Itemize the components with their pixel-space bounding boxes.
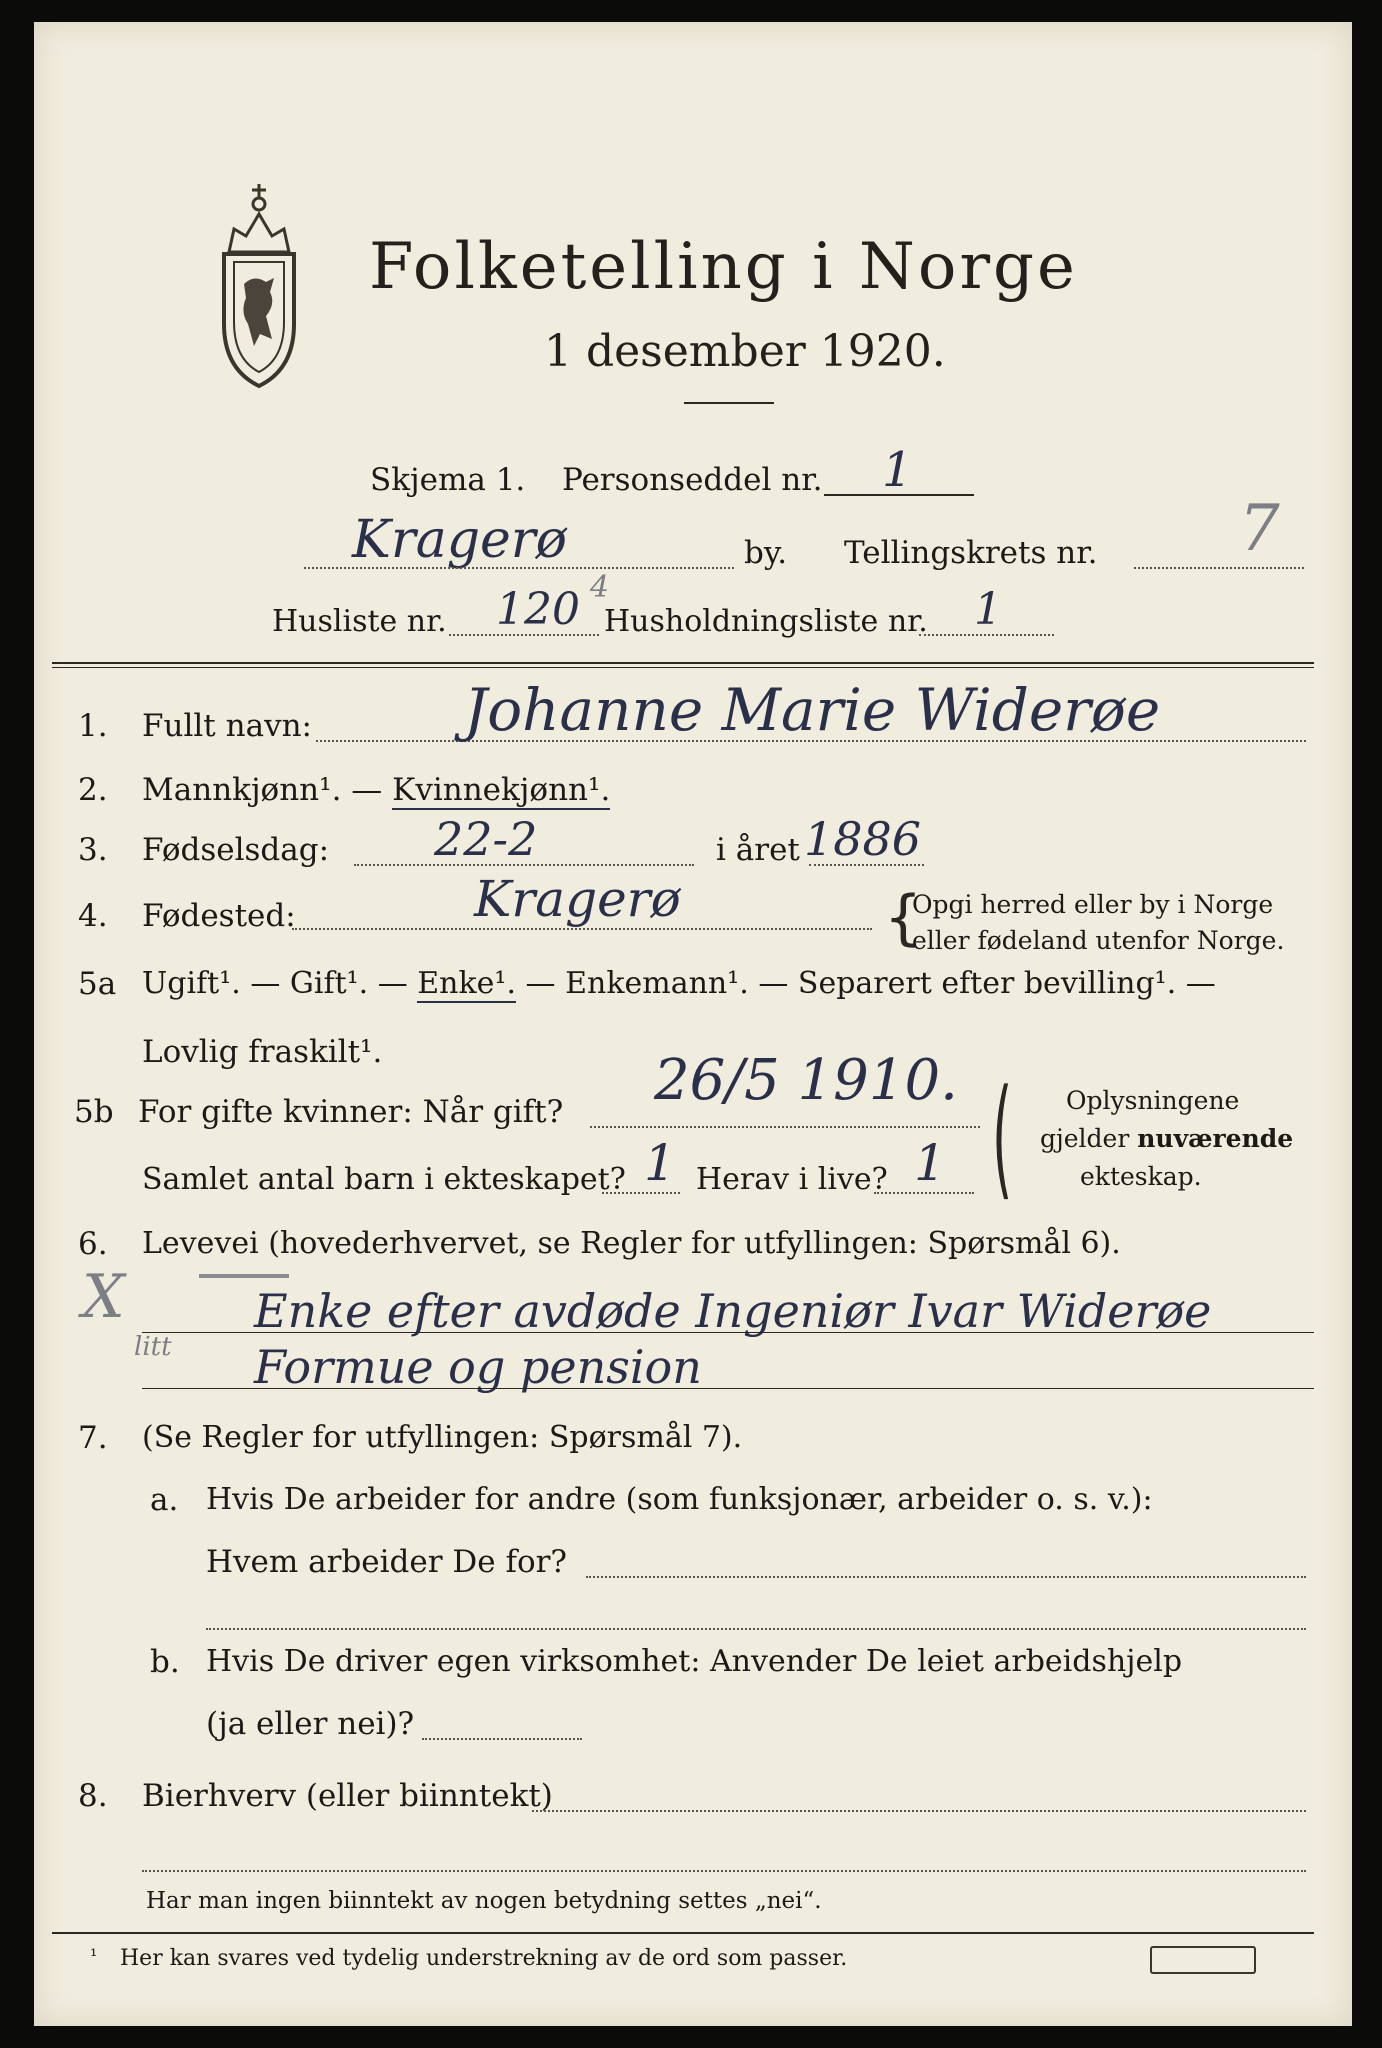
- q6-mark-litt: litt: [134, 1332, 172, 1362]
- q5b-note-1: Oplysningene: [1066, 1086, 1240, 1115]
- q5b-brace: (: [992, 1061, 1013, 1213]
- husliste-value: 120: [496, 584, 580, 635]
- q1-label: Fullt navn:: [142, 708, 312, 744]
- footnote-text: Her kan svares ved tydelig understrekning av de ord som passer.: [120, 1946, 848, 1971]
- q5a-ugift: Ugift¹.: [142, 966, 241, 1001]
- husholdning-label: Husholdningsliste nr.: [604, 604, 928, 639]
- q5a-dash-3: —: [525, 966, 556, 1001]
- q7-number: 7.: [78, 1420, 108, 1456]
- q7a-letter: a.: [150, 1482, 179, 1518]
- tellingskrets-label: Tellingskrets nr.: [844, 535, 1098, 571]
- q6-pencil-stroke: [199, 1274, 289, 1278]
- q2-mannkjonn: Mannkjønn¹.: [142, 772, 342, 808]
- tellingskrets-line: [1134, 567, 1304, 569]
- coat-of-arms-emblem: [204, 174, 314, 394]
- q3-label: Fødselsdag:: [142, 832, 330, 868]
- q6-label: Levevei (hovederhvervet, se Regler for utfyllingen: Spørsmål 6).: [142, 1226, 1121, 1261]
- husliste-extra: 4: [590, 570, 610, 605]
- census-form-sheet: [34, 22, 1352, 2026]
- q5a-dash-4: —: [758, 966, 789, 1001]
- q7a-question: Hvem arbeider De for?: [206, 1544, 568, 1580]
- q3-year-value: 1886: [804, 812, 922, 866]
- q5b-note-2a: gjelder: [1040, 1124, 1138, 1153]
- q5b-value: 26/5 1910.: [654, 1048, 958, 1113]
- q3-year-label: i året: [716, 832, 800, 868]
- q7b-text: Hvis De driver egen virksomhet: Anvender De leiet arbeidshjelp: [206, 1644, 1183, 1679]
- q5b-number: 5b: [74, 1094, 114, 1130]
- q5a-dash-1: —: [250, 966, 281, 1001]
- q4-label: Fødested:: [142, 898, 296, 934]
- q5b-barn-value: 1: [644, 1134, 676, 1192]
- q5a-enke: Enke¹.: [417, 966, 516, 1001]
- by-label: by.: [744, 535, 788, 571]
- form-date: 1 desember 1920.: [544, 326, 946, 377]
- q2-kvinnekjonn: Kvinnekjønn¹.: [392, 772, 611, 808]
- q7b-letter: b.: [150, 1644, 180, 1680]
- q6-line-2-rule: [142, 1388, 1314, 1389]
- q4-line: [292, 928, 872, 930]
- form-title: Folketelling i Norge: [369, 230, 1078, 304]
- q5b-barn-line: [602, 1192, 680, 1194]
- q5b-note-2: [1040, 1124, 1293, 1153]
- q7a-line-1: [586, 1576, 1306, 1578]
- q5a-fraskilt: Lovlig fraskilt¹.: [142, 1034, 383, 1070]
- husholdning-value: 1: [974, 584, 1002, 635]
- q4-number: 4.: [78, 898, 108, 934]
- q5a-gift: Gift¹.: [289, 966, 369, 1001]
- skjema-label: Skjema 1.: [370, 462, 526, 498]
- q5b-line: [590, 1126, 980, 1128]
- footnote-mark: ¹: [90, 1946, 98, 1967]
- q8-number: 8.: [78, 1778, 108, 1814]
- personseddel-value: 1: [882, 442, 913, 498]
- q6-number: 6.: [78, 1226, 108, 1262]
- q5b-note-3: ekteskap.: [1080, 1162, 1202, 1191]
- biinntekt-note: Har man ingen biinntekt av nogen betydning settes „nei“.: [146, 1888, 822, 1914]
- q6-mark-x: X: [82, 1262, 125, 1332]
- q7a-line-2: [206, 1628, 1306, 1630]
- q2-number: 2.: [78, 772, 108, 808]
- q5b-live-value: 1: [914, 1134, 946, 1192]
- q4-note-2: eller fødeland utenfor Norge.: [912, 926, 1285, 955]
- husliste-label: Husliste nr.: [272, 604, 447, 639]
- q2-separator: —: [341, 772, 393, 808]
- q5a-options: [142, 966, 1216, 1001]
- tellingskrets-value: 7: [1239, 492, 1280, 566]
- q4-value: Kragerø: [474, 870, 681, 928]
- q7b-line: [422, 1738, 582, 1740]
- title-divider: [684, 402, 774, 404]
- q3-value: 22-2: [434, 812, 538, 866]
- q7-label: (Se Regler for utfyllingen: Spørsmål 7).: [142, 1420, 743, 1455]
- q5b-live-label: Herav i live?: [696, 1162, 888, 1197]
- q2-line: [142, 772, 610, 808]
- q6-line-1: Enke efter avdøde Ingeniør Ivar Widerøe: [254, 1284, 1212, 1338]
- q7a-text: Hvis De arbeider for andre (som funksjonær, arbeider o. s. v.):: [206, 1482, 1153, 1517]
- q8-line-2: [142, 1870, 1306, 1872]
- printer-stamp: [1150, 1946, 1256, 1974]
- personseddel-label: Personseddel nr.: [562, 462, 823, 498]
- by-line: [304, 567, 734, 569]
- q5b-label: For gifte kvinner: Når gift?: [138, 1094, 564, 1130]
- q1-number: 1.: [78, 708, 108, 744]
- q7b-question: (ja eller nei)?: [206, 1706, 415, 1742]
- by-value: Kragerø: [352, 510, 567, 570]
- q5a-dash-5: —: [1185, 966, 1216, 1001]
- header-rule-bottom: [52, 667, 1314, 668]
- q5a-number: 5a: [78, 966, 117, 1002]
- q5a-dash-2: —: [377, 966, 408, 1001]
- q4-note-1: Opgi herred eller by i Norge: [912, 890, 1274, 919]
- q5b-note-2b: nuværende: [1137, 1124, 1294, 1153]
- q8-line-1: [532, 1810, 1306, 1812]
- q5a-enkemann: Enkemann¹.: [565, 966, 749, 1001]
- q5a-separert: Separert efter bevilling¹.: [797, 966, 1177, 1001]
- q5b-live-line: [874, 1192, 974, 1194]
- q6-line-1-rule: [142, 1332, 1314, 1333]
- q8-label: Bierhverv (eller biinntekt): [142, 1778, 553, 1814]
- footer-rule: [52, 1932, 1314, 1934]
- q1-value: Johanne Marie Widerøe: [464, 676, 1161, 744]
- header-rule-top: [52, 662, 1314, 664]
- q6-line-2: Formue og pension: [254, 1340, 702, 1394]
- q3-number: 3.: [78, 832, 108, 868]
- q4-brace: {: [884, 883, 923, 953]
- q5b-barn-label: Samlet antal barn i ekteskapet?: [142, 1162, 626, 1197]
